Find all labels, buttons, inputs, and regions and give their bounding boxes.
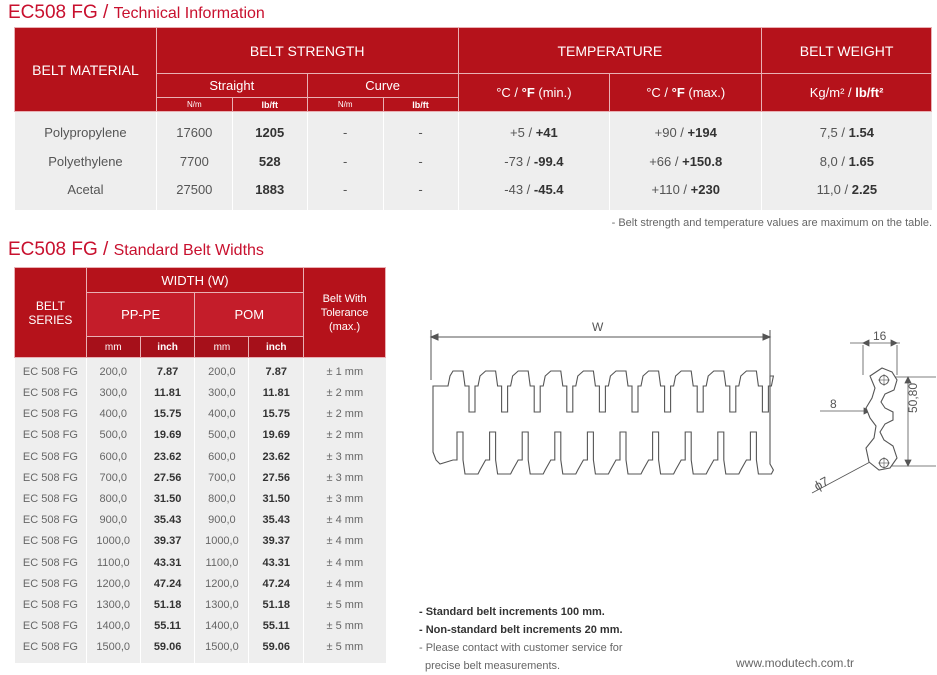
cell-pom-mm: 1200,0 xyxy=(195,573,249,594)
belt-notes xyxy=(419,603,623,675)
cell-pom-mm: 1400,0 xyxy=(195,616,249,637)
tolerance-header: Belt With Tolerance (max.) xyxy=(304,268,386,358)
cell-pom-in: 43.31 xyxy=(249,552,304,573)
tech-info-title xyxy=(8,2,265,24)
cell-tol: ± 2 mm xyxy=(304,404,386,425)
table-row xyxy=(15,616,386,637)
cell-pp-mm: 700,0 xyxy=(86,467,140,488)
cell-tol: ± 5 mm xyxy=(304,637,386,663)
straight-lbft-unit: lb/ft xyxy=(232,98,307,112)
w-dimension-label: W xyxy=(592,320,604,334)
table-row xyxy=(15,358,386,383)
cell-pom-in: 35.43 xyxy=(249,510,304,531)
cell-pp-in: 7.87 xyxy=(140,358,195,383)
cell-pom-mm: 700,0 xyxy=(195,467,249,488)
cell-pom-in: 27.56 xyxy=(249,467,304,488)
cell-pp-in: 15.75 xyxy=(140,404,195,425)
cell-tol: ± 4 mm xyxy=(304,552,386,573)
dim-8-label: 8 xyxy=(830,397,837,411)
pp-pe-header: PP-PE xyxy=(86,293,195,337)
cell-series: EC 508 FG xyxy=(15,467,87,488)
note-line-3: - Please contact with customer service for xyxy=(419,642,623,654)
cell-tol: ± 1 mm xyxy=(304,358,386,383)
cell-tol: ± 2 mm xyxy=(304,425,386,446)
straight-nm-unit: N/m xyxy=(156,98,232,112)
dim-5080-label: 50,80 xyxy=(906,382,920,413)
cell-pp-in: 23.62 xyxy=(140,446,195,467)
cell-series: EC 508 FG xyxy=(15,404,87,425)
cell-pp-mm: 1300,0 xyxy=(86,594,140,615)
table-row xyxy=(15,531,386,552)
cell-tol: ± 5 mm xyxy=(304,594,386,615)
note-line-1: - Standard belt increments 100 mm. xyxy=(419,606,605,618)
temp-max-header: °C / °F (max.) xyxy=(610,74,762,112)
tech-title-sub: Technical Information xyxy=(113,5,265,22)
cell-pp-mm: 600,0 xyxy=(86,446,140,467)
cell-pom-mm: 1000,0 xyxy=(195,531,249,552)
cell-tol: ± 3 mm xyxy=(304,467,386,488)
cell-tol: ± 4 mm xyxy=(304,573,386,594)
cell-tol: ± 3 mm xyxy=(304,488,386,509)
table-row xyxy=(15,510,386,531)
cell-pp-mm: 1400,0 xyxy=(86,616,140,637)
cell-pom-in: 55.11 xyxy=(249,616,304,637)
table-row: Acetal 27500 1883 - - -43 / -45.4 +110 / +230 11,0 / 2.25 xyxy=(15,176,932,210)
cell-pp-in: 31.50 xyxy=(140,488,195,509)
cell-series: EC 508 FG xyxy=(15,616,87,637)
cell-pom-mm: 200,0 xyxy=(195,358,249,383)
temp-min-header: °C / °F (min.) xyxy=(458,74,610,112)
cell-tol: ± 2 mm xyxy=(304,383,386,404)
curve-lbft-unit: lb/ft xyxy=(383,98,458,112)
belt-outline xyxy=(433,371,773,474)
cell-pom-mm: 300,0 xyxy=(195,383,249,404)
cell-tol: ± 3 mm xyxy=(304,446,386,467)
cell-series: EC 508 FG xyxy=(15,425,87,446)
cell-pom-in: 15.75 xyxy=(249,404,304,425)
cell-pom-mm: 600,0 xyxy=(195,446,249,467)
pp-inch-unit: inch xyxy=(140,337,195,358)
cell-series: EC 508 FG xyxy=(15,383,87,404)
cell-pp-mm: 1000,0 xyxy=(86,531,140,552)
table-row xyxy=(15,637,386,663)
widths-title-sub: Standard Belt Widths xyxy=(113,242,264,259)
table-row xyxy=(15,467,386,488)
cell-pp-in: 27.56 xyxy=(140,467,195,488)
cell-pom-in: 7.87 xyxy=(249,358,304,383)
cell-series: EC 508 FG xyxy=(15,637,87,663)
cell-pom-mm: 400,0 xyxy=(195,404,249,425)
cell-pp-in: 35.43 xyxy=(140,510,195,531)
table-row: Polyethylene 7700 528 - - -73 / -99.4 +66 / +150.8 8,0 / 1.65 xyxy=(15,147,932,176)
cell-pp-mm: 500,0 xyxy=(86,425,140,446)
table-row xyxy=(15,446,386,467)
belt-widths-table xyxy=(14,267,386,663)
weight-unit-header: Kg/m² / lb/ft² xyxy=(762,74,932,112)
belt-series-header: BELT SERIES xyxy=(15,268,87,358)
cell-tol: ± 5 mm xyxy=(304,616,386,637)
cell-series: EC 508 FG xyxy=(15,531,87,552)
cell-pom-mm: 500,0 xyxy=(195,425,249,446)
cell-tol: ± 4 mm xyxy=(304,510,386,531)
tech-note: - Belt strength and temperature values are maximum on the table. xyxy=(611,217,932,229)
technical-info-table xyxy=(14,27,932,210)
table-row: Polypropylene 17600 1205 - - +5 / +41 +90 / +194 7,5 / 1.54 xyxy=(15,112,932,147)
cell-pp-in: 19.69 xyxy=(140,425,195,446)
belt-material-header: BELT MATERIAL xyxy=(15,28,157,112)
cell-pp-in: 59.06 xyxy=(140,637,195,663)
table-row xyxy=(15,404,386,425)
cell-pom-mm: 1100,0 xyxy=(195,552,249,573)
curve-header: Curve xyxy=(307,74,458,98)
cell-pom-in: 47.24 xyxy=(249,573,304,594)
cell-pom-in: 39.37 xyxy=(249,531,304,552)
belt-weight-header: BELT WEIGHT xyxy=(762,28,932,74)
tech-title-main: EC508 FG / xyxy=(8,2,109,23)
cell-pom-in: 19.69 xyxy=(249,425,304,446)
cell-series: EC 508 FG xyxy=(15,488,87,509)
pom-mm-unit: mm xyxy=(195,337,249,358)
table-row xyxy=(15,383,386,404)
cell-pp-mm: 1100,0 xyxy=(86,552,140,573)
cell-tol: ± 4 mm xyxy=(304,531,386,552)
cell-pp-in: 43.31 xyxy=(140,552,195,573)
table-row xyxy=(15,573,386,594)
cell-series: EC 508 FG xyxy=(15,358,87,383)
cell-series: EC 508 FG xyxy=(15,552,87,573)
widths-title xyxy=(8,239,264,261)
widths-title-main: EC508 FG / xyxy=(8,239,109,260)
straight-header: Straight xyxy=(156,74,307,98)
dim-phi7-label: ϕ7 xyxy=(811,473,832,494)
cell-pp-mm: 300,0 xyxy=(86,383,140,404)
table-row xyxy=(15,594,386,615)
note-line-4: precise belt measurements. xyxy=(425,660,561,672)
cell-pom-mm: 1500,0 xyxy=(195,637,249,663)
cell-pp-in: 47.24 xyxy=(140,573,195,594)
cell-pom-in: 59.06 xyxy=(249,637,304,663)
cell-series: EC 508 FG xyxy=(15,594,87,615)
cell-pp-mm: 1500,0 xyxy=(86,637,140,663)
cell-pp-mm: 900,0 xyxy=(86,510,140,531)
cell-series: EC 508 FG xyxy=(15,573,87,594)
note-line-2: - Non-standard belt increments 20 mm. xyxy=(419,624,623,636)
website-link[interactable]: www.modutech.com.tr xyxy=(736,656,855,670)
curve-nm-unit: N/m xyxy=(307,98,383,112)
cell-pom-mm: 1300,0 xyxy=(195,594,249,615)
cell-series: EC 508 FG xyxy=(15,446,87,467)
cell-pom-mm: 900,0 xyxy=(195,510,249,531)
cell-pp-mm: 800,0 xyxy=(86,488,140,509)
belt-strength-header: BELT STRENGTH xyxy=(156,28,458,74)
cell-pom-in: 11.81 xyxy=(249,383,304,404)
cell-series: EC 508 FG xyxy=(15,510,87,531)
cell-pp-in: 55.11 xyxy=(140,616,195,637)
cell-pom-in: 23.62 xyxy=(249,446,304,467)
cell-pp-mm: 400,0 xyxy=(86,404,140,425)
cell-pom-in: 31.50 xyxy=(249,488,304,509)
temperature-header: TEMPERATURE xyxy=(458,28,762,74)
cell-pom-in: 51.18 xyxy=(249,594,304,615)
dim-16-label: 16 xyxy=(873,329,887,343)
pom-inch-unit: inch xyxy=(249,337,304,358)
width-header: WIDTH (W) xyxy=(86,268,303,293)
cell-pom-mm: 800,0 xyxy=(195,488,249,509)
cell-pp-mm: 200,0 xyxy=(86,358,140,383)
cell-pp-in: 39.37 xyxy=(140,531,195,552)
cell-pp-in: 51.18 xyxy=(140,594,195,615)
cell-pp-mm: 1200,0 xyxy=(86,573,140,594)
cell-pp-in: 11.81 xyxy=(140,383,195,404)
table-row xyxy=(15,488,386,509)
table-row xyxy=(15,425,386,446)
pom-header: POM xyxy=(195,293,304,337)
pp-mm-unit: mm xyxy=(86,337,140,358)
table-row xyxy=(15,552,386,573)
